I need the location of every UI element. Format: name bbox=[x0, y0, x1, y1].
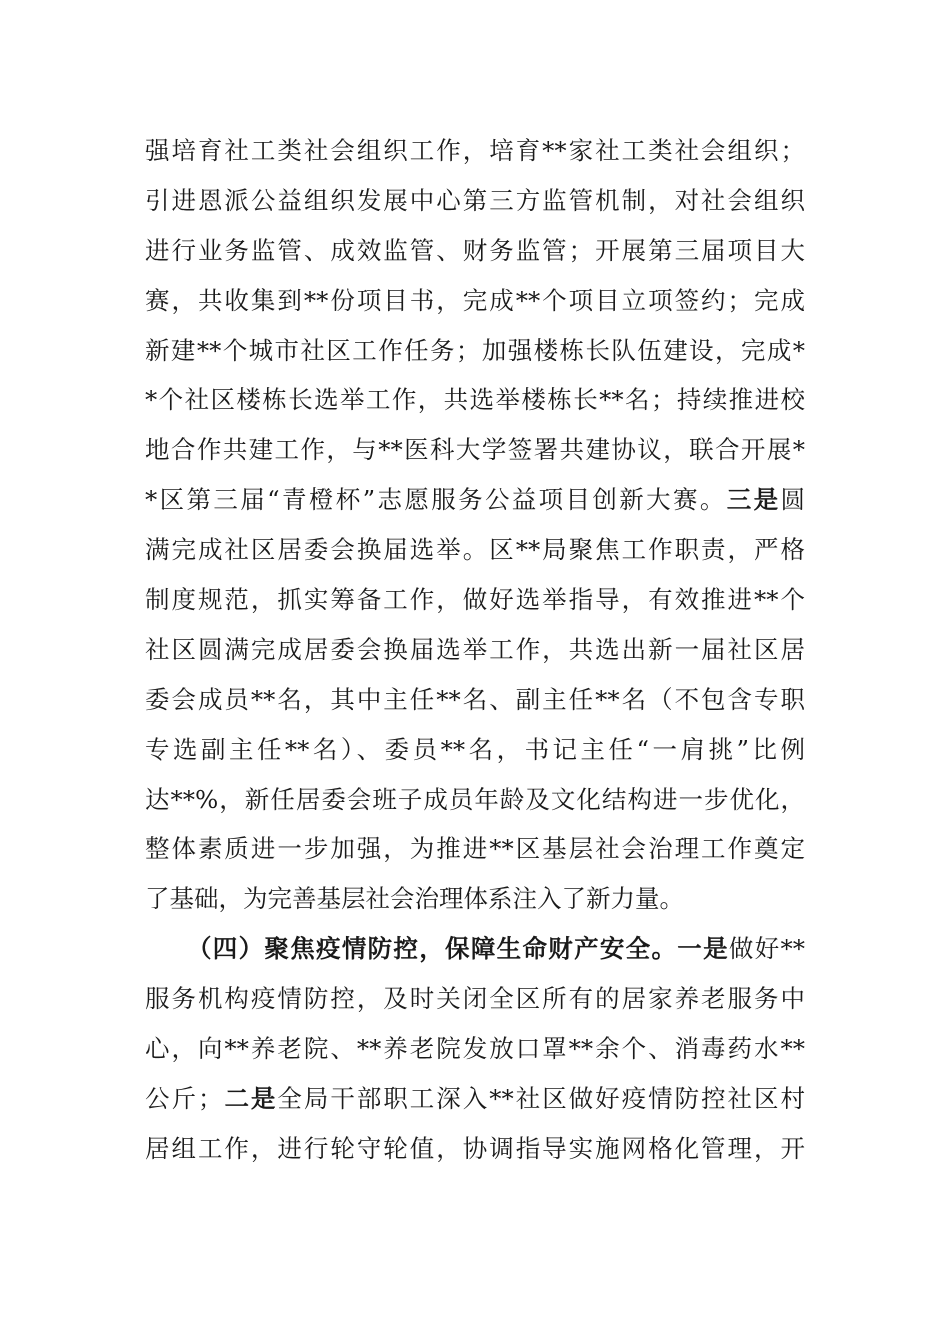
text-line bbox=[145, 176, 805, 226]
text-line bbox=[145, 475, 805, 525]
text-segment: 赛，共收集到**份项目书，完成**个项目立项签约；完成 bbox=[145, 285, 805, 315]
text-line bbox=[145, 675, 805, 725]
text-line bbox=[145, 525, 805, 575]
text-segment: 进行业务监管、成效监管、财务监管；开展第三届项目大 bbox=[145, 235, 805, 265]
text-segment: 做好** bbox=[728, 934, 805, 964]
text-line bbox=[145, 625, 805, 675]
text-line bbox=[145, 326, 805, 376]
text-segment: 达**%，新任居委会班子成员年龄及文化结构进一步优化， bbox=[145, 784, 805, 814]
text-line bbox=[145, 276, 805, 326]
bold-text: （四）聚焦疫情防控，保障生命财产安全。 bbox=[187, 934, 678, 964]
text-segment: 社区圆满完成居委会换届选举工作，共选出新一届社区居 bbox=[145, 634, 805, 664]
bold-text: 二是 bbox=[222, 1083, 278, 1113]
text-segment: 专选副主任**名）、委员**名，书记主任“一肩挑”比例 bbox=[145, 734, 805, 764]
text-segment: 全局干部职工深入**社区做好疫情防控社区村 bbox=[277, 1083, 806, 1113]
text-segment: *区第三届“青橙杯”志愿服务公益项目创新大赛。 bbox=[145, 485, 727, 515]
text-line bbox=[145, 226, 805, 276]
text-segment: 强培育社工类社会组织工作，培育**家社工类社会组织； bbox=[145, 136, 805, 165]
text-segment: 引进恩派公益组织发展中心第三方监管机制，对社会组织 bbox=[145, 185, 805, 215]
text-line bbox=[145, 974, 805, 1024]
text-segment: 圆 bbox=[780, 485, 806, 515]
text-segment: 满完成社区居委会换届选举。区**局聚焦工作职责，严格 bbox=[145, 535, 805, 565]
text-segment: 新建**个城市社区工作任务；加强楼栋长队伍建设，完成* bbox=[145, 335, 805, 365]
text-segment: 公斤； bbox=[145, 1083, 223, 1113]
text-segment: 地合作共建工作，与**医科大学签署共建协议，联合开展* bbox=[145, 435, 805, 465]
bold-text: 三是 bbox=[726, 485, 781, 515]
text-segment: *个社区楼栋长选举工作，共选举楼栋长**名；持续推进校 bbox=[145, 385, 805, 415]
text-segment: 整体素质进一步加强，为推进**区基层社会治理工作奠定 bbox=[145, 834, 805, 864]
text-segment: 服务机构疫情防控，及时关闭全区所有的居家养老服务中 bbox=[145, 984, 805, 1014]
text-segment: 制度规范，抓实筹备工作，做好选举指导，有效推进**个 bbox=[145, 585, 805, 615]
text-segment: 心，向**养老院、**养老院发放口罩**余个、消毒药水** bbox=[145, 1034, 805, 1064]
text-line bbox=[145, 725, 805, 775]
text-line bbox=[145, 126, 805, 176]
text-line bbox=[145, 575, 805, 625]
bold-text: 一是 bbox=[677, 934, 729, 964]
text-line bbox=[145, 375, 805, 425]
text-line bbox=[145, 775, 805, 825]
text-line bbox=[145, 1024, 805, 1074]
body-text bbox=[145, 126, 805, 1174]
text-line bbox=[145, 1124, 805, 1174]
text-line bbox=[145, 1074, 805, 1124]
text-line bbox=[145, 874, 805, 924]
text-line bbox=[145, 425, 805, 475]
text-segment: 居组工作，进行轮守轮值，协调指导实施网格化管理，开 bbox=[145, 1133, 805, 1163]
text-segment: 了基础，为完善基层社会治理体系注入了新力量。 bbox=[145, 884, 684, 914]
text-segment: 委会成员**名，其中主任**名、副主任**名（不包含专职 bbox=[145, 684, 805, 714]
text-line bbox=[145, 824, 805, 874]
text-line bbox=[145, 924, 805, 974]
